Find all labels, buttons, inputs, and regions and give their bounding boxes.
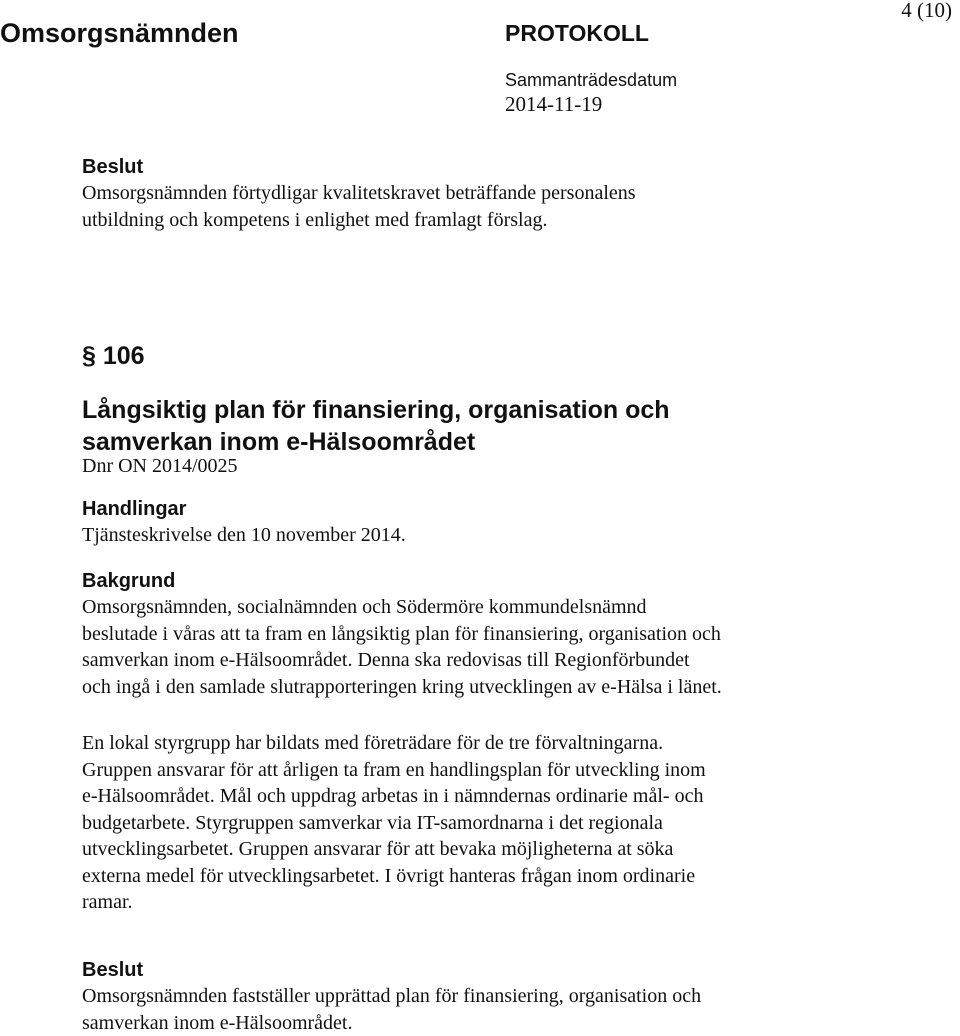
text-line: Omsorgsnämnden förtydligar kvalitetskravet beträffande personalens	[82, 180, 882, 207]
text-line: Omsorgsnämnden fastställer upprättad plan för finansiering, organisation och	[82, 983, 882, 1010]
text-line: samverkan inom e-Hälsoområdet.	[82, 1010, 882, 1036]
documents-block	[82, 496, 882, 549]
text-line: och ingå i den samlade slutrapporteringen kring utvecklingen av e-Hälsa i länet.	[82, 674, 882, 701]
meeting-date-label: Sammanträdesdatum	[505, 70, 677, 91]
text-line: En lokal styrgrupp har bildats med företrädare för de tre förvaltningarna.	[82, 730, 882, 757]
document-type: PROTOKOLL	[505, 20, 649, 47]
decision-heading: Beslut	[82, 957, 882, 983]
text-line: utbildning och kompetens i enlighet med framlagt förslag.	[82, 207, 882, 234]
section-header	[82, 338, 882, 458]
text-line: Gruppen ansvarar för att årligen ta fram en handlingsplan för utveckling inom	[82, 757, 882, 784]
page-number: 4 (10)	[901, 0, 952, 23]
section-title	[82, 394, 882, 458]
decision-text	[82, 983, 882, 1036]
text-line: budgetarbete. Styrgruppen samverkar via IT-samordnarna i det regionala	[82, 810, 882, 837]
decision-heading: Beslut	[82, 154, 882, 180]
decision-text	[82, 180, 882, 233]
text-line: externa medel för utvecklingsarbetet. I övrigt hanteras frågan inom ordinarie	[82, 863, 882, 890]
decision-block-2	[82, 957, 882, 1036]
text-line: ramar.	[82, 889, 882, 916]
text-line: utvecklingsarbetet. Gruppen ansvarar för att bevaka möjligheterna at söka	[82, 836, 882, 863]
documents-text: Tjänsteskrivelse den 10 november 2014.	[82, 522, 882, 549]
decision-block-1	[82, 154, 882, 233]
documents-heading: Handlingar	[82, 496, 882, 522]
text-line: e-Hälsoområdet. Mål och uppdrag arbetas in i nämndernas ordinarie mål- och	[82, 783, 882, 810]
section-title-line: samverkan inom e-Hälsoområdet	[82, 426, 882, 458]
background-paragraph-2	[82, 730, 882, 916]
organization-name: Omsorgsnämnden	[0, 18, 239, 49]
meeting-date: 2014-11-19	[505, 92, 602, 117]
dnr-reference: Dnr ON 2014/0025	[82, 453, 882, 480]
text-line: samverkan inom e-Hälsoområdet. Denna ska redovisas till Regionförbundet	[82, 647, 882, 674]
text-line: Omsorgsnämnden, socialnämnden och Södermöre kommundelsnämnd	[82, 594, 882, 621]
background-block	[82, 568, 882, 700]
section-number: § 106	[82, 338, 882, 374]
background-heading: Bakgrund	[82, 568, 882, 594]
text-line: beslutade i våras att ta fram en långsiktig plan för finansiering, organisation och	[82, 621, 882, 648]
background-paragraph-1	[82, 594, 882, 700]
section-title-line: Långsiktig plan för finansiering, organisation och	[82, 394, 882, 426]
